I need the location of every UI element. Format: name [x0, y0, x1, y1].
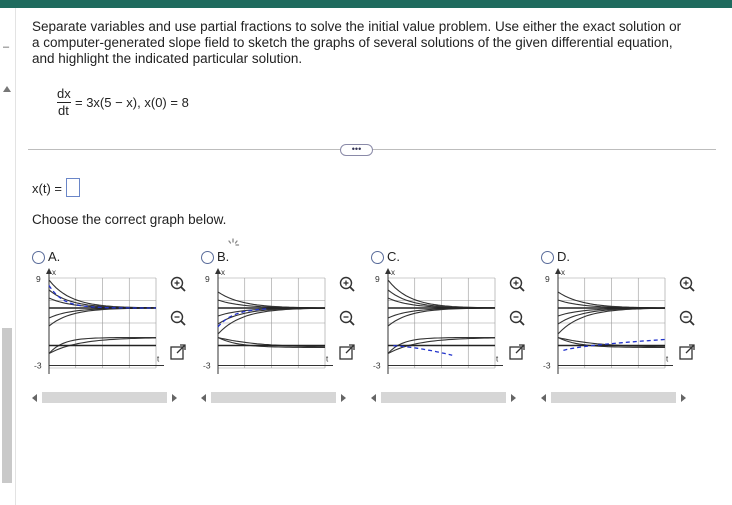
- answer-option-d[interactable]: [541, 248, 706, 408]
- radio-button[interactable]: [201, 251, 214, 264]
- zoom-in-icon[interactable]: [678, 275, 696, 293]
- option-letter: D.: [557, 249, 570, 264]
- scrollbar-track[interactable]: [551, 392, 676, 403]
- answer-option-a[interactable]: [32, 248, 197, 408]
- x-axis-label: x: [221, 268, 225, 277]
- x-axis-label: x: [391, 268, 395, 277]
- solution-graph: [201, 268, 333, 386]
- zoom-out-icon[interactable]: [338, 309, 356, 327]
- y-tick-bottom: -3: [34, 360, 42, 371]
- scroll-right-arrow-icon[interactable]: [341, 394, 346, 402]
- y-tick-top: 9: [205, 274, 210, 284]
- t-axis-label: t: [157, 354, 160, 364]
- y-tick-bottom: -3: [373, 360, 381, 371]
- scrollbar-track[interactable]: [381, 392, 506, 403]
- loading-cursor-icon: [226, 238, 240, 252]
- scroll-right-arrow-icon[interactable]: [172, 394, 177, 402]
- answer-option-b[interactable]: [201, 248, 366, 408]
- scroll-left-arrow-icon[interactable]: [32, 394, 37, 402]
- solution-graph: [371, 268, 503, 386]
- zoom-out-icon[interactable]: [508, 309, 526, 327]
- fraction-denominator: dt: [58, 103, 69, 118]
- top-bar: [0, 0, 732, 8]
- scroll-left-arrow-icon[interactable]: [371, 394, 376, 402]
- answer-option-c[interactable]: [371, 248, 536, 408]
- graph-tools: [169, 275, 189, 365]
- option-letter: C.: [387, 249, 400, 264]
- t-axis-label: t: [496, 354, 499, 364]
- equation-rhs: = 3x(5 − x), x(0) = 8: [75, 95, 189, 110]
- y-tick-bottom: -3: [543, 360, 551, 371]
- x-axis-label: x: [561, 268, 565, 277]
- option-letter: A.: [48, 249, 61, 264]
- collapse-dash-icon[interactable]: –: [3, 41, 10, 53]
- y-tick-top: 9: [545, 274, 550, 284]
- radio-button[interactable]: [32, 251, 45, 264]
- pop-out-icon[interactable]: [678, 343, 696, 361]
- graph-horizontal-scrollbar[interactable]: [32, 391, 177, 405]
- pop-out-icon[interactable]: [508, 343, 526, 361]
- pop-out-icon[interactable]: [338, 343, 356, 361]
- solution-graph: [541, 268, 673, 386]
- answer-label: x(t) =: [32, 181, 62, 196]
- graph-tools: [508, 275, 528, 365]
- fraction-numerator: dx: [57, 86, 71, 101]
- graph-horizontal-scrollbar[interactable]: [371, 391, 516, 405]
- scroll-left-arrow-icon[interactable]: [201, 394, 206, 402]
- graph-tools: [338, 275, 358, 365]
- scrollbar-track[interactable]: [211, 392, 336, 403]
- scrollbar-track[interactable]: [42, 392, 167, 403]
- t-axis-label: t: [666, 354, 669, 364]
- scroll-right-arrow-icon[interactable]: [681, 394, 686, 402]
- y-tick-top: 9: [36, 274, 41, 284]
- problem-prompt: Separate variables and use partial fractions to solve the initial value problem. Use either the exact solution or a computer-generated slope field to sketch the graphs of several solutions of the given differential equation, and highlight the indicated particular solution.: [32, 19, 682, 66]
- t-axis-label: t: [326, 354, 329, 364]
- radio-button[interactable]: [371, 251, 384, 264]
- graph-horizontal-scrollbar[interactable]: [541, 391, 686, 405]
- left-scroll-rail[interactable]: [0, 8, 16, 505]
- zoom-out-icon[interactable]: [678, 309, 696, 327]
- pop-out-icon[interactable]: [169, 343, 187, 361]
- y-tick-bottom: -3: [203, 360, 211, 371]
- graph-tools: [678, 275, 698, 365]
- zoom-in-icon[interactable]: [338, 275, 356, 293]
- solution-graph: [32, 268, 164, 386]
- answer-input[interactable]: [66, 178, 80, 197]
- y-tick-top: 9: [375, 274, 380, 284]
- zoom-in-icon[interactable]: [508, 275, 526, 293]
- more-options-button[interactable]: •••: [340, 144, 373, 156]
- scroll-right-arrow-icon[interactable]: [511, 394, 516, 402]
- vertical-scrollbar-thumb[interactable]: [2, 328, 12, 483]
- graph-horizontal-scrollbar[interactable]: [201, 391, 346, 405]
- zoom-out-icon[interactable]: [169, 309, 187, 327]
- radio-button[interactable]: [541, 251, 554, 264]
- scroll-up-arrow-icon[interactable]: [3, 86, 11, 92]
- scroll-left-arrow-icon[interactable]: [541, 394, 546, 402]
- choose-instruction: Choose the correct graph below.: [32, 212, 227, 227]
- zoom-in-icon[interactable]: [169, 275, 187, 293]
- x-axis-label: x: [52, 268, 56, 277]
- option-letter: B.: [217, 249, 230, 264]
